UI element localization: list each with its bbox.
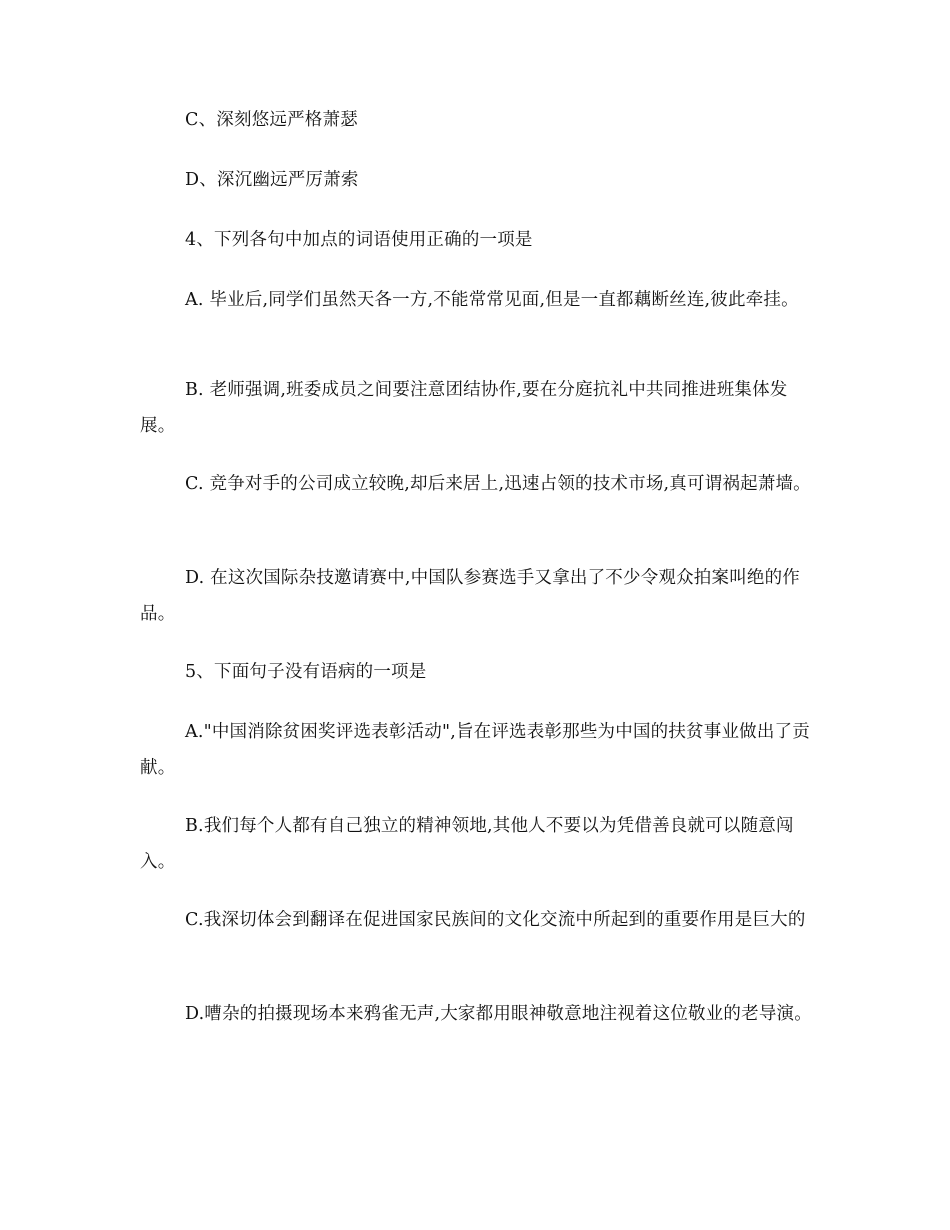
q5-option-c: C.我深切体会到翻译在促进国家民族间的文化交流中所起到的重要作用是巨大的 (185, 910, 806, 930)
q5-option-d: D.嘈杂的拍摄现场本来鸦雀无声,大家都用眼神敬意地注视着这位敬业的老导演。 (185, 1004, 812, 1024)
q3-option-c: C、深刻悠远严格萧瑟 (185, 110, 358, 130)
q4-option-c: C. 竞争对手的公司成立较晚,却后来居上,迅速占领的技术市场,真可谓祸起萧墙。 (185, 474, 811, 494)
question-4-stem: 4、下列各句中加点的词语使用正确的一项是 (185, 230, 533, 250)
q4-option-a: A. 毕业后,同学们虽然天各一方,不能常常见面,但是一直都藕断丝连,彼此牵挂。 (185, 290, 799, 310)
question-5-stem: 5、下面句子没有语病的一项是 (185, 662, 427, 682)
q5-option-a: A."中国消除贫困奖评选表彰活动",旨在评选表彰那些为中国的扶贫事业做出了贡献。 (140, 722, 810, 778)
q4-option-d: D. 在这次国际杂技邀请赛中,中国队参赛选手又拿出了不少令观众拍案叫绝的作品。 (140, 568, 800, 624)
q4-option-b: B. 老师强调,班委成员之间要注意团结协作,要在分庭抗礼中共同推进班集体发展。 (140, 380, 788, 436)
q3-option-d: D、深沉幽远严厉萧索 (185, 170, 359, 190)
q5-option-b: B.我们每个人都有自己独立的精神领地,其他人不要以为凭借善良就可以随意闯入。 (140, 816, 794, 872)
